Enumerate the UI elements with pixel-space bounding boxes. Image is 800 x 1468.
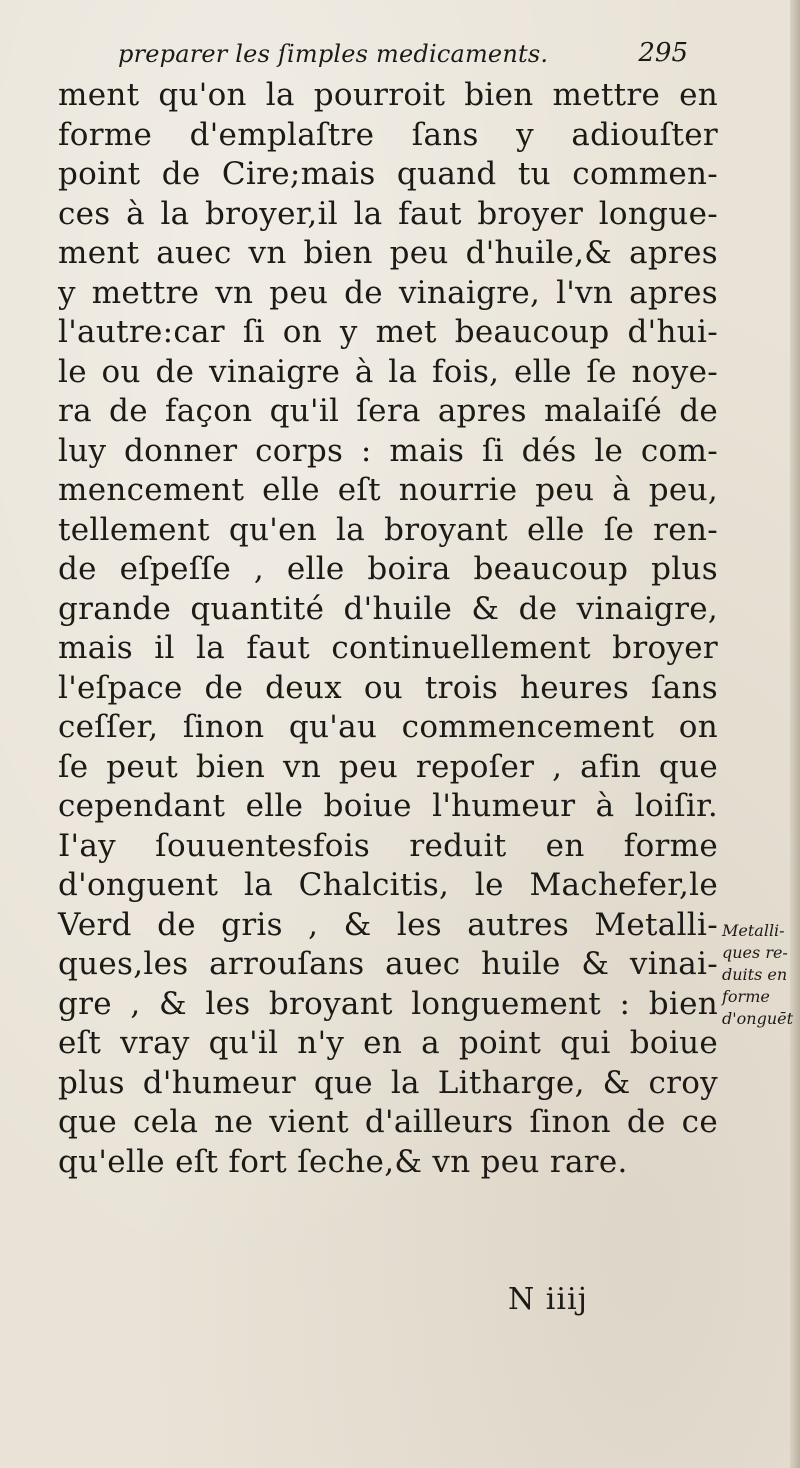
- margin-note: [722, 920, 794, 1030]
- text-line: ces à la broyer,il la faut broyer longue-: [58, 195, 718, 232]
- text-line: qu'elle eſt fort ſeche,& vn peu rare.: [58, 1143, 628, 1180]
- margin-note-line: duits en: [722, 965, 788, 984]
- text-line: luy donner corps : mais ſi dés le com-: [58, 432, 718, 469]
- text-line: ques,les arrouſans auec huile & vinai-: [58, 946, 718, 982]
- text-line: eſt vray qu'il n'y en a point qui boiue: [58, 1025, 718, 1061]
- text-line: grande quantité d'huile & de vinaigre,: [58, 590, 718, 627]
- text-line: ment qu'on la pourroit bien mettre en: [58, 77, 718, 113]
- text-line: gre , & les broyant longuement : bien: [58, 985, 718, 1022]
- text-line: ceſſer, ſinon qu'au commencement on: [58, 709, 718, 745]
- text-line: I'ay ſouuentesfois reduit en forme: [58, 827, 718, 864]
- text-line: mencement elle eſt nourrie peu à peu,: [58, 472, 718, 508]
- text-line: ra de façon qu'il ſera apres malaiſé de: [58, 393, 718, 429]
- text-line: l'eſpace de deux ou trois heures ſans: [58, 669, 718, 706]
- running-head: [118, 36, 688, 76]
- text-line: d'onguent la Chalcitis, le Machefer,le: [58, 867, 718, 903]
- text-line: ſe peut bien vn peu repoſer , afin que: [58, 748, 718, 785]
- margin-note-line: ques re-: [722, 943, 788, 962]
- margin-note-line: Metalli-: [722, 921, 785, 940]
- page-number: 295: [638, 38, 688, 68]
- text-line: ment auec vn bien peu d'huile,& apres: [58, 235, 718, 271]
- text-line: y mettre vn peu de vinaigre, l'vn apres: [58, 274, 718, 311]
- text-line: l'autre:car ſi on y met beaucoup d'hui-: [58, 314, 718, 350]
- body-text: [58, 76, 718, 1182]
- text-line: le ou de vinaigre à la fois, elle ſe noye-: [58, 353, 718, 390]
- text-line: Verd de gris , & les autres Metalli-: [58, 906, 718, 943]
- text-line: tellement qu'en la broyant elle ſe ren-: [58, 511, 718, 548]
- text-line: point de Cire;mais quand tu commen-: [58, 156, 718, 192]
- page-edge: [790, 0, 800, 1468]
- text-line: cependant elle boiue l'humeur à loiſir.: [58, 788, 718, 824]
- running-title: preparer les ſimples medicaments.: [118, 40, 549, 68]
- margin-note-line: forme: [722, 987, 770, 1006]
- margin-note-line: d'onguēt: [722, 1009, 794, 1028]
- text-line: de eſpeſſe , elle boira beaucoup plus: [58, 551, 718, 587]
- text-line: forme d'emplaſtre ſans y adiouſter: [58, 116, 718, 153]
- signature-mark: N iiij: [508, 1282, 588, 1317]
- text-line: que cela ne vient d'ailleurs ſinon de ce: [58, 1104, 718, 1140]
- text-line: mais il la faut continuellement broyer: [58, 630, 718, 666]
- text-line: plus d'humeur que la Litharge, & croy: [58, 1064, 718, 1101]
